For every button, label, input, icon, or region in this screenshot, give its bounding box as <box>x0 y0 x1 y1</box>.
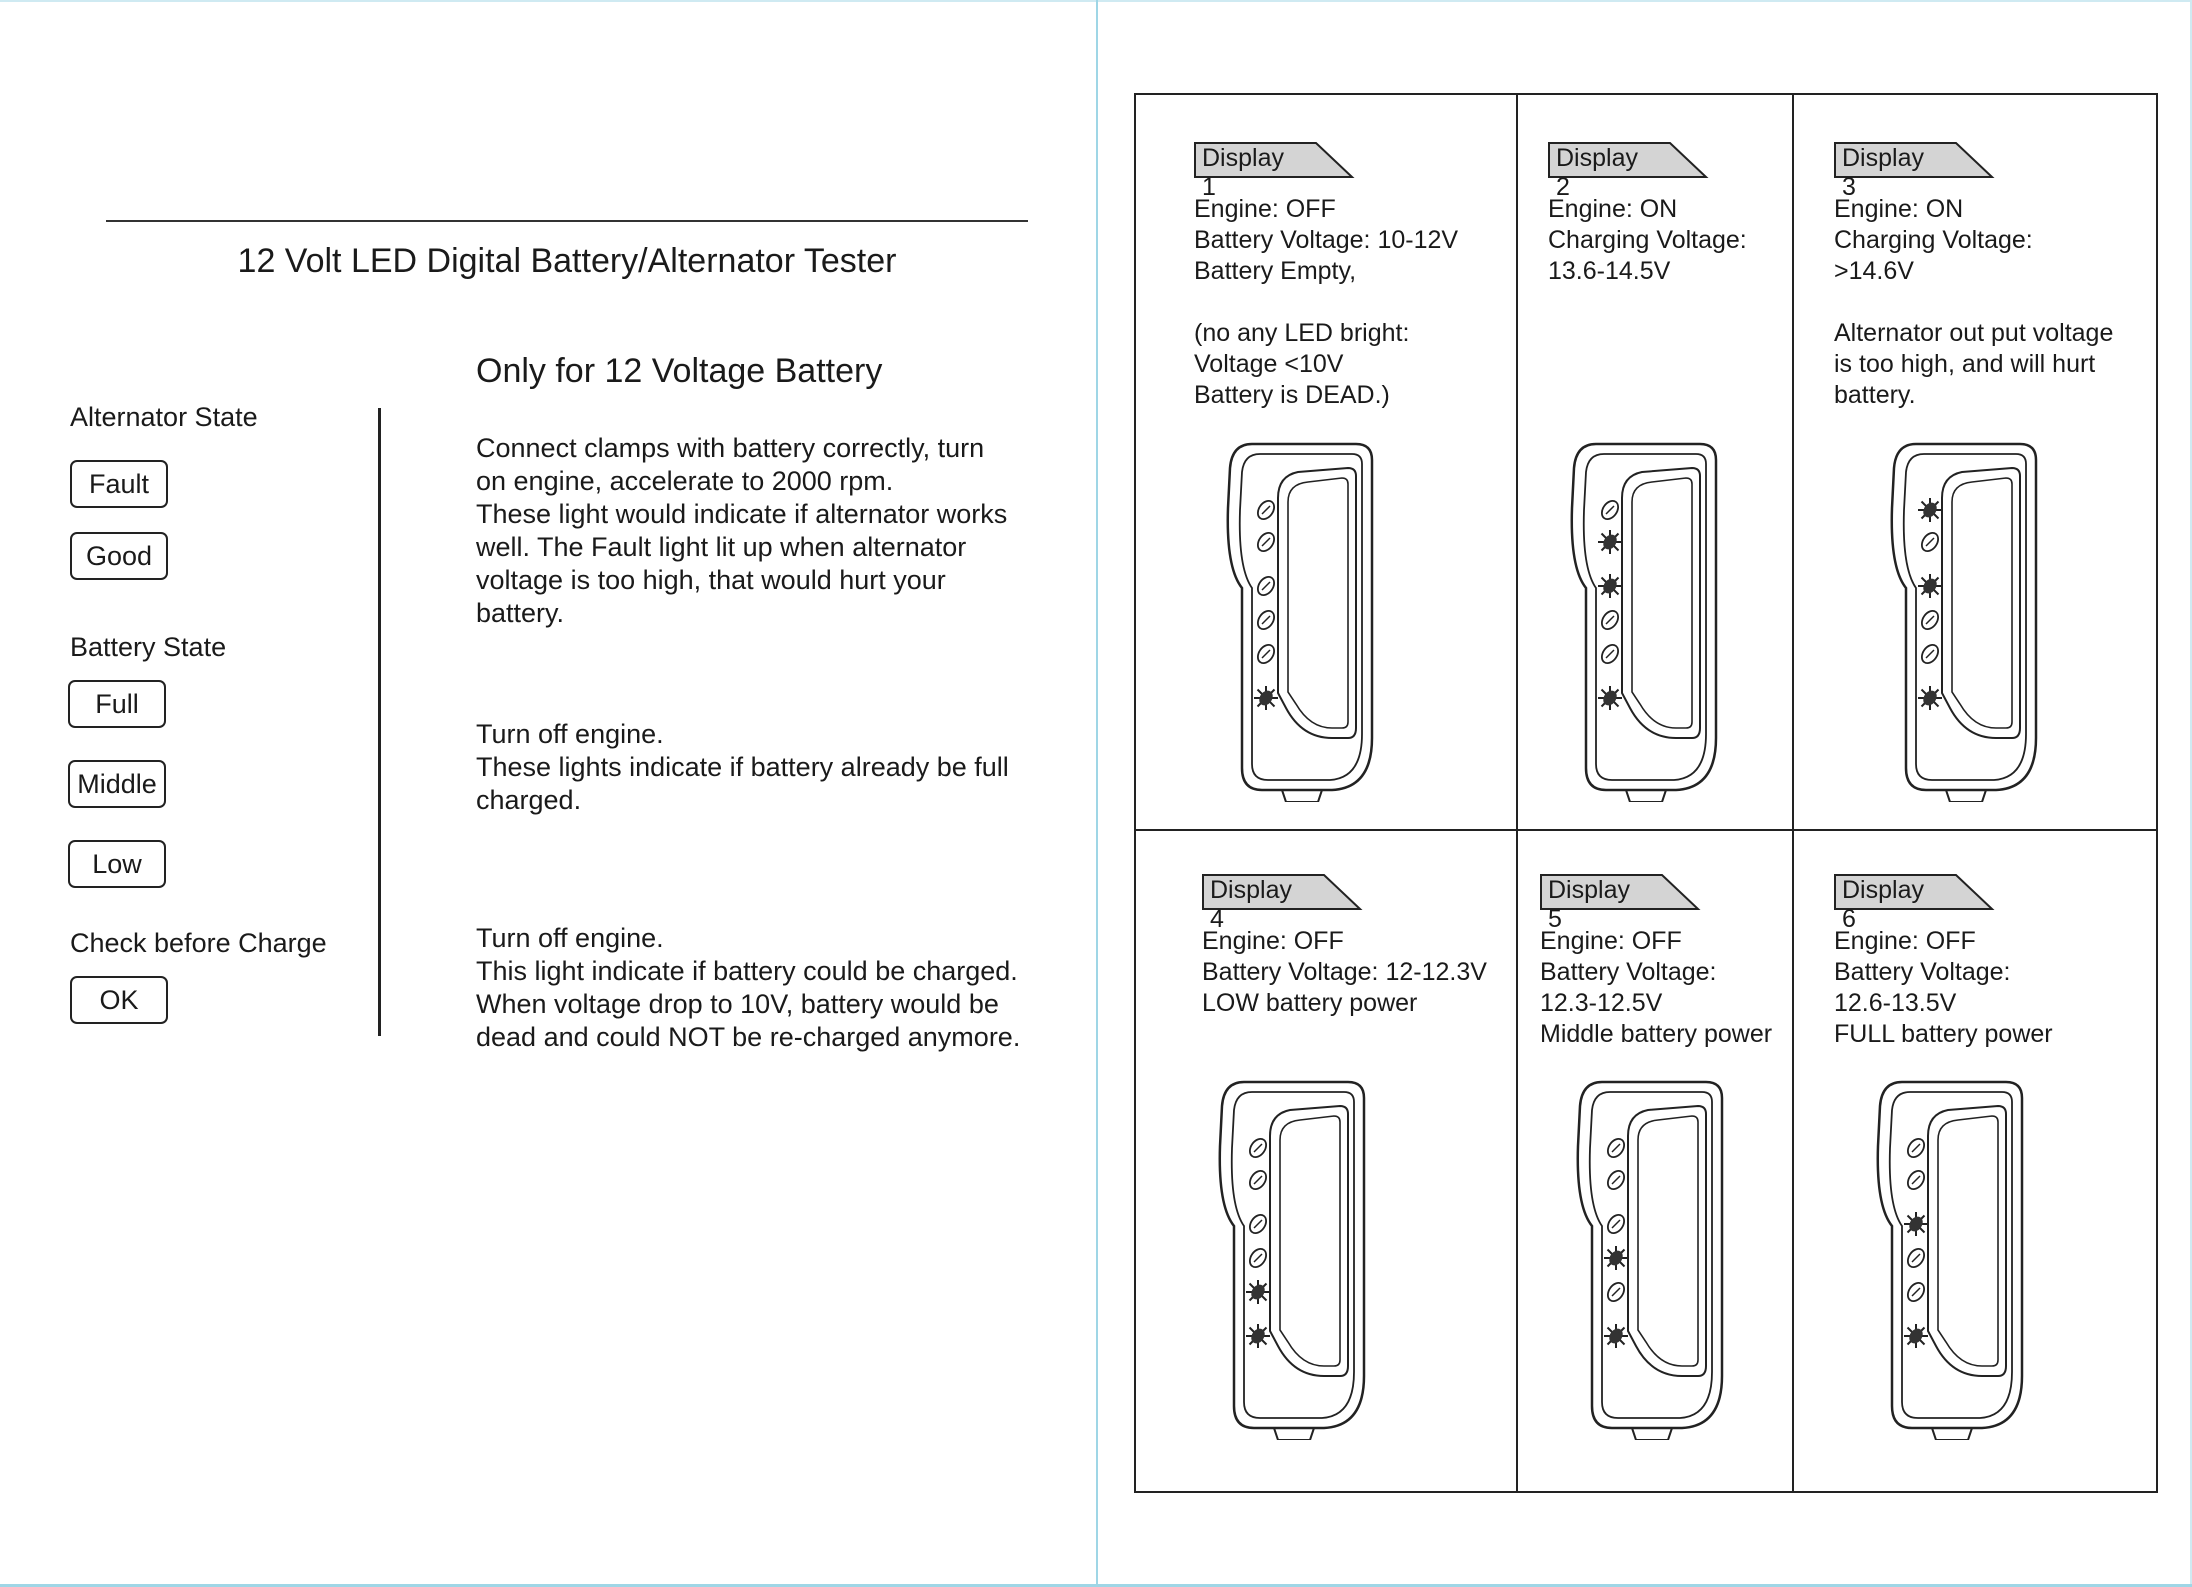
led-off-icon <box>1919 642 1942 666</box>
led-off-icon <box>1605 1168 1628 1192</box>
led-off-icon <box>1599 608 1622 632</box>
led-off-icon <box>1905 1168 1928 1192</box>
led-off-icon <box>1905 1280 1928 1304</box>
led-lit-icon <box>1254 686 1278 710</box>
led-off-icon <box>1255 574 1278 598</box>
display-description: Engine: OFF Battery Voltage: 12.3-12.5V Middle battery power <box>1540 927 1773 1048</box>
led-off-icon <box>1605 1212 1628 1236</box>
tester-device-icon <box>1566 438 1726 802</box>
grid-vline-2 <box>1792 95 1794 1491</box>
display-label: Display 5 <box>1548 876 1630 933</box>
check-before-charge-label: Check before Charge <box>70 928 327 958</box>
led-off-icon <box>1247 1168 1270 1192</box>
led-off-icon <box>1599 498 1622 522</box>
ok-button[interactable]: OK <box>70 976 168 1024</box>
device-outline <box>1628 1106 1706 1376</box>
device-outline <box>1632 478 1692 728</box>
display-label: Display 2 <box>1556 144 1638 201</box>
device-outline <box>1240 454 1362 780</box>
battery-state-label: Battery State <box>70 632 227 662</box>
led-off-icon <box>1247 1246 1270 1270</box>
led-lit-icon <box>1918 574 1942 598</box>
led-off-icon <box>1605 1136 1628 1160</box>
led-lit-icon <box>1598 574 1622 598</box>
charge-paragraph: Turn off engine. This light indicate if battery could be charged. When voltage drop to 10V, battery would be dead and could NOT be re-charged anymore. <box>476 923 1021 1052</box>
low-button[interactable]: Low <box>68 840 166 888</box>
display-description: Engine: OFF Battery Voltage: 10-12V Battery Empty, (no any LED bright: Voltage <10V Battery is DEAD.) <box>1194 195 1459 409</box>
device-outline <box>1890 1092 2012 1418</box>
led-off-icon <box>1919 530 1942 554</box>
subtitle: Only for 12 Voltage Battery <box>476 352 883 390</box>
display-description: Engine: ON Charging Voltage: >14.6V Alternator out put voltage is too high, and will hurt battery. <box>1834 195 2114 409</box>
led-lit-icon <box>1918 686 1942 710</box>
tester-device-icon <box>1214 1076 1374 1440</box>
device-outline <box>1232 1092 1354 1418</box>
device-outline <box>1278 468 1356 738</box>
section-divider <box>378 408 381 1036</box>
display-label: Display 1 <box>1202 144 1284 201</box>
alternator-state-label: Alternator State <box>70 402 258 432</box>
tester-device-icon <box>1886 438 2046 802</box>
led-lit-icon <box>1918 498 1942 522</box>
device-outline <box>1270 1106 1348 1376</box>
led-off-icon <box>1255 642 1278 666</box>
led-lit-icon <box>1604 1324 1628 1348</box>
tester-device-icon <box>1222 438 1382 802</box>
device-outline <box>1938 1116 1998 1366</box>
display-description: Engine: OFF Battery Voltage: 12-12.3V LOW battery power <box>1202 927 1487 1017</box>
led-off-icon <box>1905 1246 1928 1270</box>
led-lit-icon <box>1246 1280 1270 1304</box>
led-off-icon <box>1919 608 1942 632</box>
alternator-paragraph: Connect clamps with battery correctly, turn on engine, accelerate to 2000 rpm. These light would indicate if alternator works well. The Fault light lit up when alternator voltage is too high, that would hurt your battery. <box>476 433 1008 628</box>
device-outline <box>1932 1428 1972 1440</box>
device-outline <box>1282 790 1322 802</box>
device-outline <box>1928 1106 2006 1376</box>
led-lit-icon <box>1246 1324 1270 1348</box>
page-fold-line <box>1096 0 1098 1587</box>
grid-vline-1 <box>1516 95 1518 1491</box>
display-description: Engine: OFF Battery Voltage: 12.6-13.5V FULL battery power <box>1834 927 2053 1048</box>
device-outline <box>1584 454 1706 780</box>
led-off-icon <box>1247 1136 1270 1160</box>
led-lit-icon <box>1598 686 1622 710</box>
led-lit-icon <box>1904 1212 1928 1236</box>
device-outline <box>1638 1116 1698 1366</box>
device-outline <box>1288 478 1348 728</box>
led-lit-icon <box>1904 1324 1928 1348</box>
middle-button[interactable]: Middle <box>68 760 166 808</box>
device-outline <box>1946 790 1986 802</box>
device-outline <box>1942 468 2020 738</box>
display-description: Engine: ON Charging Voltage: 13.6-14.5V <box>1548 195 1747 285</box>
good-button[interactable]: Good <box>70 532 168 580</box>
title-rule <box>106 220 1028 222</box>
battery-paragraph: Turn off engine. These lights indicate if battery already be full charged. <box>476 719 1009 815</box>
led-off-icon <box>1255 498 1278 522</box>
led-off-icon <box>1599 642 1622 666</box>
device-outline <box>1626 790 1666 802</box>
device-outline <box>1274 1428 1314 1440</box>
page-title: 12 Volt LED Digital Battery/Alternator Tester <box>237 242 897 280</box>
led-off-icon <box>1255 530 1278 554</box>
led-lit-icon <box>1604 1246 1628 1270</box>
full-button[interactable]: Full <box>68 680 166 728</box>
display-label: Display 3 <box>1842 144 1924 201</box>
device-outline <box>1632 1428 1672 1440</box>
led-lit-icon <box>1598 530 1622 554</box>
device-outline <box>1590 1092 1712 1418</box>
display-label: Display 6 <box>1842 876 1924 933</box>
tester-device-icon <box>1872 1076 2032 1440</box>
device-outline <box>1280 1116 1340 1366</box>
led-off-icon <box>1255 608 1278 632</box>
led-off-icon <box>1247 1212 1270 1236</box>
tester-device-icon <box>1572 1076 1732 1440</box>
led-off-icon <box>1605 1280 1628 1304</box>
device-outline <box>1622 468 1700 738</box>
led-off-icon <box>1905 1136 1928 1160</box>
grid-hline <box>1136 829 2156 831</box>
display-label: Display 4 <box>1210 876 1292 933</box>
device-outline <box>1952 478 2012 728</box>
fault-button[interactable]: Fault <box>70 460 168 508</box>
